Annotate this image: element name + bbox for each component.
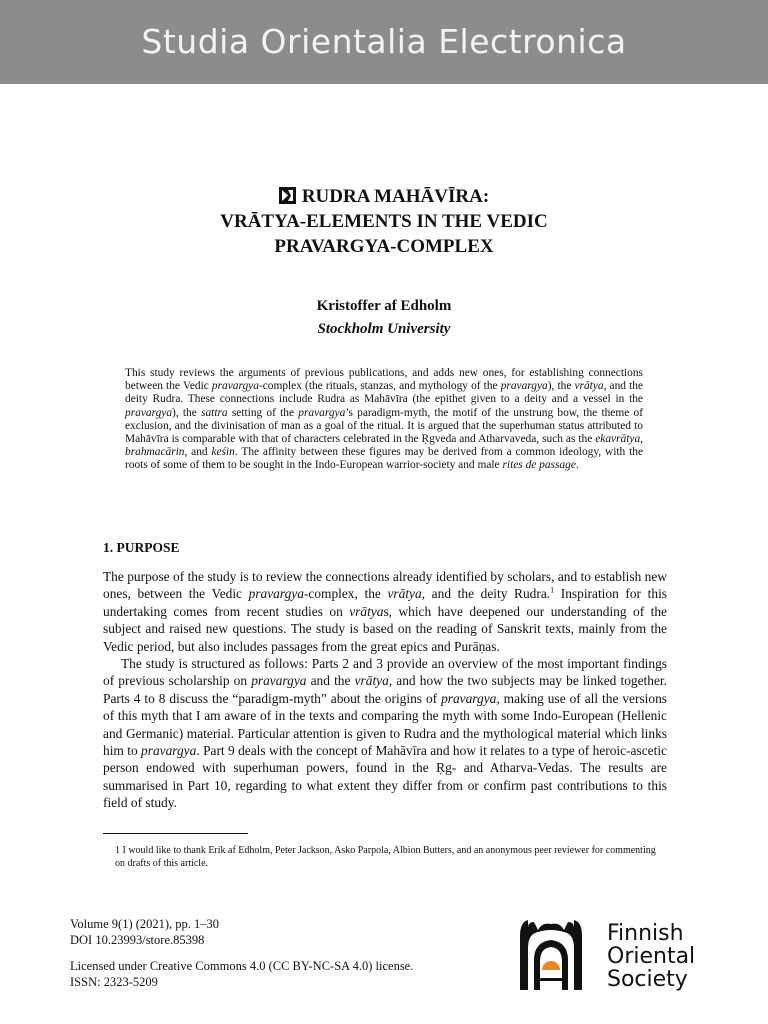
section-heading-purpose: 1. PURPOSE (103, 540, 180, 555)
publication-meta (70, 916, 413, 990)
section-body-purpose (103, 568, 667, 812)
title-line-1 (100, 184, 668, 209)
publisher-line-2: Oriental (607, 944, 696, 969)
volume-info: Volume 9(1) (2021), pp. 1–30 (70, 917, 220, 931)
title-line-3: PRAVARGYA-COMPLEX (274, 236, 494, 257)
journal-name: Studia Orientalia Electronica (141, 22, 627, 61)
footnote: 1 I would like to thank Erik af Edholm, Peter Jackson, Asko Parpola, Albion Butters, and an anonymous peer reviewer for commenting on drafts of this article. (115, 845, 656, 869)
license-info: Licensed under Creative Commons 4.0 (CC BY-NC-SA 4.0) license. (70, 959, 414, 973)
author-affiliation: Stockholm University (317, 321, 451, 337)
abstract: This study reviews the arguments of previous publications, and adds new ones, for establishing connections between the Vedic pravargya-complex (the rituals, stanzas, and mythology of the pravargya), the vrātya, and the deity Rudra. These connections include Rudra as Mahāvīra (the epithet given to a deity and a vessel in the pravargya), the sattra setting of the pravargya’s paradigm-myth, the motif of the unstrung bow, the theme of exclusion, and the divinisation of man as a goal of the ritual. It is argued that the superhuman status attributed to Mahāvīra is comparable with that of characters celebrated in the Ṛgveda and Atharvaveda, such as the ekavrātya, brahmacārin, and keśin. The affinity between these figures may be derived from a common ideology, with the roots of some of them to be sought in the Indo-European warrior-society and male rites de passage. (125, 367, 643, 472)
paragraph: The purpose of the study is to review the connections already identified by scholars, and to establish new ones, between the Vedic pravargya-complex, the vrātya, and the deity Rudra.$^1$ Inspiration for this undertaking comes from recent studies on vrātyas, which have deepened our understanding of the subject and raised new questions. The study is based on the reading of Sanskrit texts, mainly from the Vedic period, but also includes passages from the great epics and Purāṇas. (103, 569, 667, 654)
publisher-line-1: Finnish (607, 921, 684, 946)
title-line-2: VRĀTYA-ELEMENTS IN THE VEDIC (220, 211, 548, 232)
paragraph: The study is structured as follows: Parts 2 and 3 provide an overview of the most important findings of previous scholarship on pravargya and the vrātya, and how the two subjects may be linked together. Parts 4 to 8 discuss the “paradigm-myth” about the origins of pravargya, making use of all the versions of this myth that I am aware of in the texts and comparing the myth with some Indo-European (Hellenic and Germanic) material. Particular attention is given to Rudra and the mythological material which links him to pravargya. Part 9 deals with the concept of Mahāvīra and how it relates to a type of heroic-ascetic person endowed with superhuman powers, found in the Ṛg- and Atharva-Vedas. The results are summarised in Part 10, regarding to what extent they differ from or confirm past contributions to this field of study. (103, 656, 667, 811)
title-text-1: RUDRA MAHĀVĪRA: (301, 186, 490, 207)
article-title (100, 184, 668, 259)
doi: DOI 10.23993/store.85398 (70, 933, 205, 947)
publisher-name (607, 922, 695, 991)
publisher-logo-icon (516, 918, 586, 990)
open-access-icon (279, 187, 296, 204)
journal-banner (0, 0, 768, 84)
issn: ISSN: 2323-5209 (70, 975, 158, 989)
publisher-line-3: Society (607, 967, 688, 992)
author-name: Kristoffer af Edholm (316, 298, 452, 314)
footnote-rule (103, 833, 248, 834)
